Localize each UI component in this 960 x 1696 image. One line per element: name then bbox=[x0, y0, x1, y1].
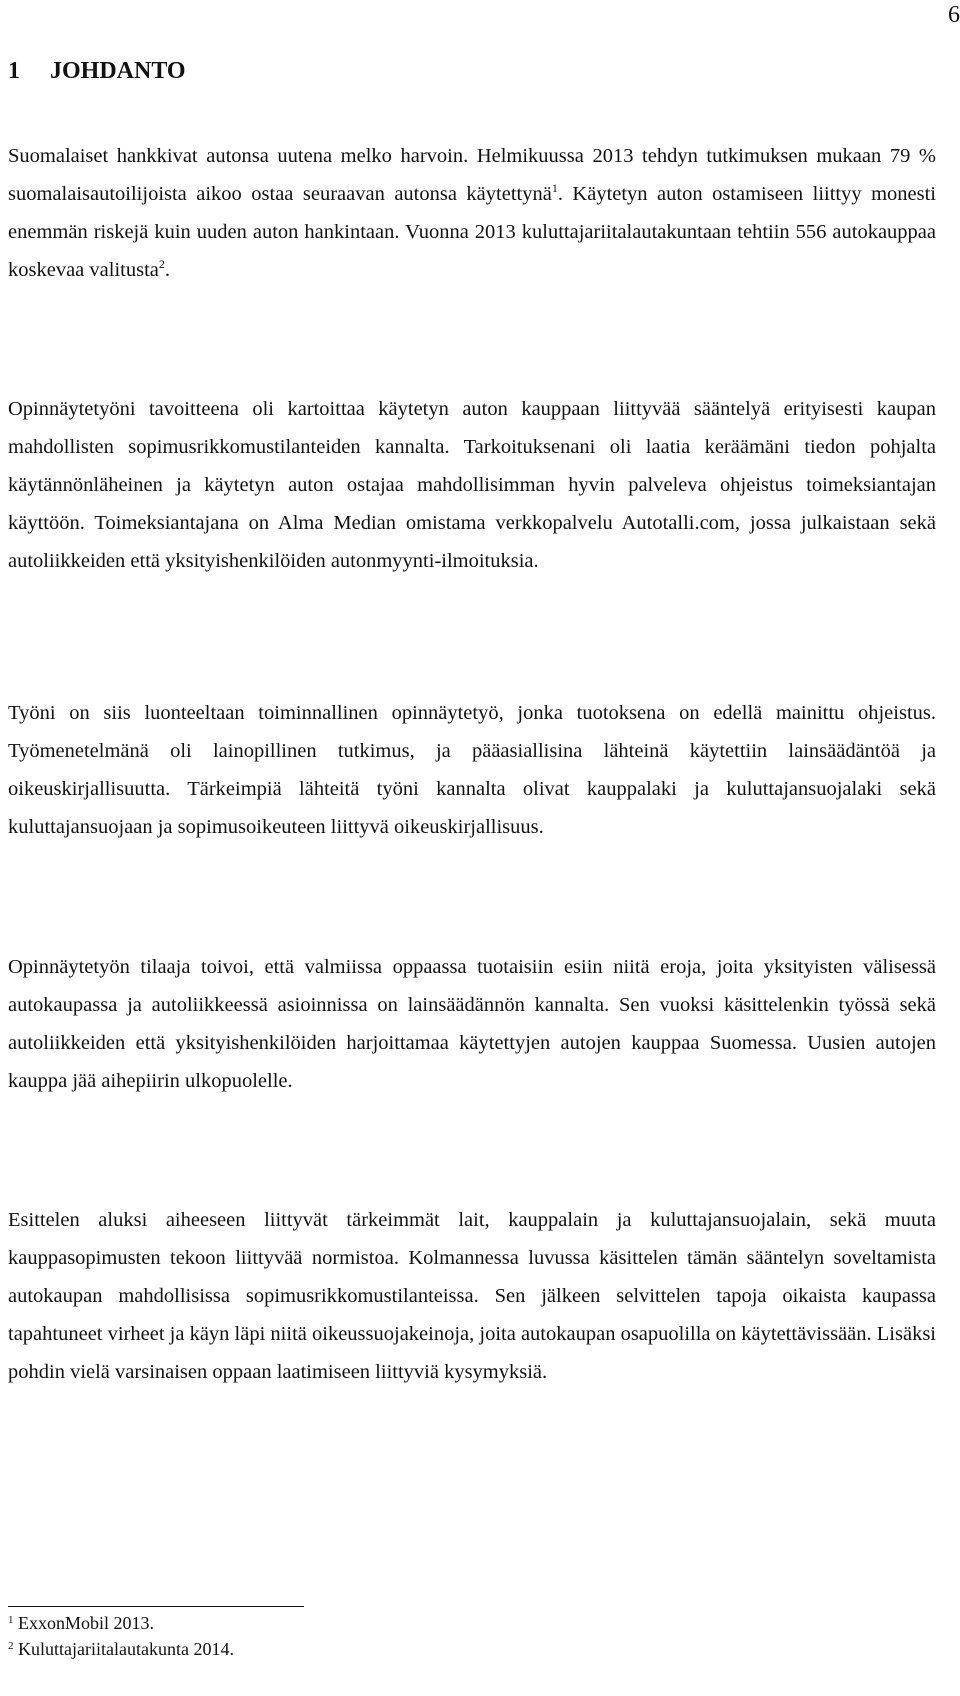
paragraph-structure: Esittelen aluksi aiheeseen liittyvät tärkeimmät lait, kauppalain ja kuluttajansuojalain, sekä muuta kauppasopimusten tekoon liittyvää normistoa. Kolmannessa luvussa käsittelen tämän sääntelyn soveltamista autokaupan mahdollisissa sopimusrikkomustilanteissa. Sen jälkeen selvittelen tapoja oikaista kaupassa tapahtuneet virheet ja käyn läpi niitä oikeussuojakeinoja, joita autokaupan osapuolilla on käytettävissään. Lisäksi pohdin vielä varsinaisen oppaan laatimiseen liittyviä kysymyksiä. bbox=[8, 1209, 936, 1383]
footnote-ref-2: 2 bbox=[158, 257, 165, 271]
paragraph-text: Suomalaiset hankkivat autonsa uutena melko harvoin. Helmikuussa 2013 tehdyn tutkimuksen mukaan 79 % suomalaisautoilijoista aikoo ostaa seuraavan autonsa käytettynä bbox=[8, 145, 936, 205]
footnote-2 bbox=[8, 1638, 234, 1660]
chapter-heading bbox=[8, 58, 186, 85]
chapter-number: 1 bbox=[8, 58, 20, 84]
paragraph-text: . Käytetyn auton ostamiseen liittyy monesti enemmän riskejä kuin uuden auton hankintaan. Vuonna 2013 kuluttajariitalautakuntaan tehtiin 556 autokauppaa koskevaa valitusta bbox=[8, 183, 937, 281]
paragraph-intro bbox=[8, 137, 936, 289]
footnote-mark: 1 bbox=[8, 1614, 14, 1626]
paragraph-method: Työni on siis luonteeltaan toiminnallinen opinnäytetyö, jonka tuotoksena on edellä mainittu ohjeistus. Työmenetelmänä oli lainopillinen tutkimus, ja pääasiallisina lähteinä käytettiin lainsäädäntöä ja oikeuskirjallisuutta. Tärkeimpiä lähteitä työni kannalta olivat kauppalaki ja kuluttajansuojalaki sekä kuluttajansuojaan ja sopimusoikeuteen liittyvä oikeuskirjallisuus. bbox=[8, 702, 936, 838]
page-number: 6 bbox=[948, 2, 960, 28]
paragraph-scope: Opinnäytetyön tilaaja toivoi, että valmiissa oppaassa tuotaisiin esiin niitä eroja, joita yksityisten välisessä autokaupassa ja autoliikkeessä asioinnissa on lainsäädännön kannalta. Sen vuoksi käsittelenkin työssä sekä autoliikkeiden että yksityishenkilöiden harjoittamaa käytettyjen autojen kauppaa Suomessa. Uusien autojen kauppa jää aihepiirin ulkopuolelle. bbox=[8, 956, 936, 1092]
footnote-1 bbox=[8, 1612, 154, 1634]
chapter-title: JOHDANTO bbox=[50, 58, 186, 84]
footnote-text: ExxonMobil 2013. bbox=[18, 1613, 155, 1633]
footnote-separator bbox=[8, 1606, 304, 1607]
footnote-mark: 2 bbox=[8, 1640, 14, 1652]
footnote-ref-1: 1 bbox=[551, 181, 558, 195]
footnote-text: Kuluttajariitalautakunta 2014. bbox=[18, 1639, 234, 1659]
paragraph-text: . bbox=[164, 259, 170, 281]
paragraph-objective: Opinnäytetyöni tavoitteena oli kartoittaa käytetyn auton kauppaan liittyvää sääntelyä erityisesti kaupan mahdollisten sopimusrikkomustilanteiden kannalta. Tarkoituksenani oli laatia keräämäni tiedon pohjalta käytännönläheinen ja käytetyn auton ostajaa mahdollisimman hyvin palveleva ohjeistus toimeksiantajan käyttöön. Toimeksiantajana on Alma Median omistama verkkopalvelu Autotalli.com, jossa julkaistaan sekä autoliikkeiden että yksityishenkilöiden autonmyynti-ilmoituksia. bbox=[8, 398, 936, 572]
